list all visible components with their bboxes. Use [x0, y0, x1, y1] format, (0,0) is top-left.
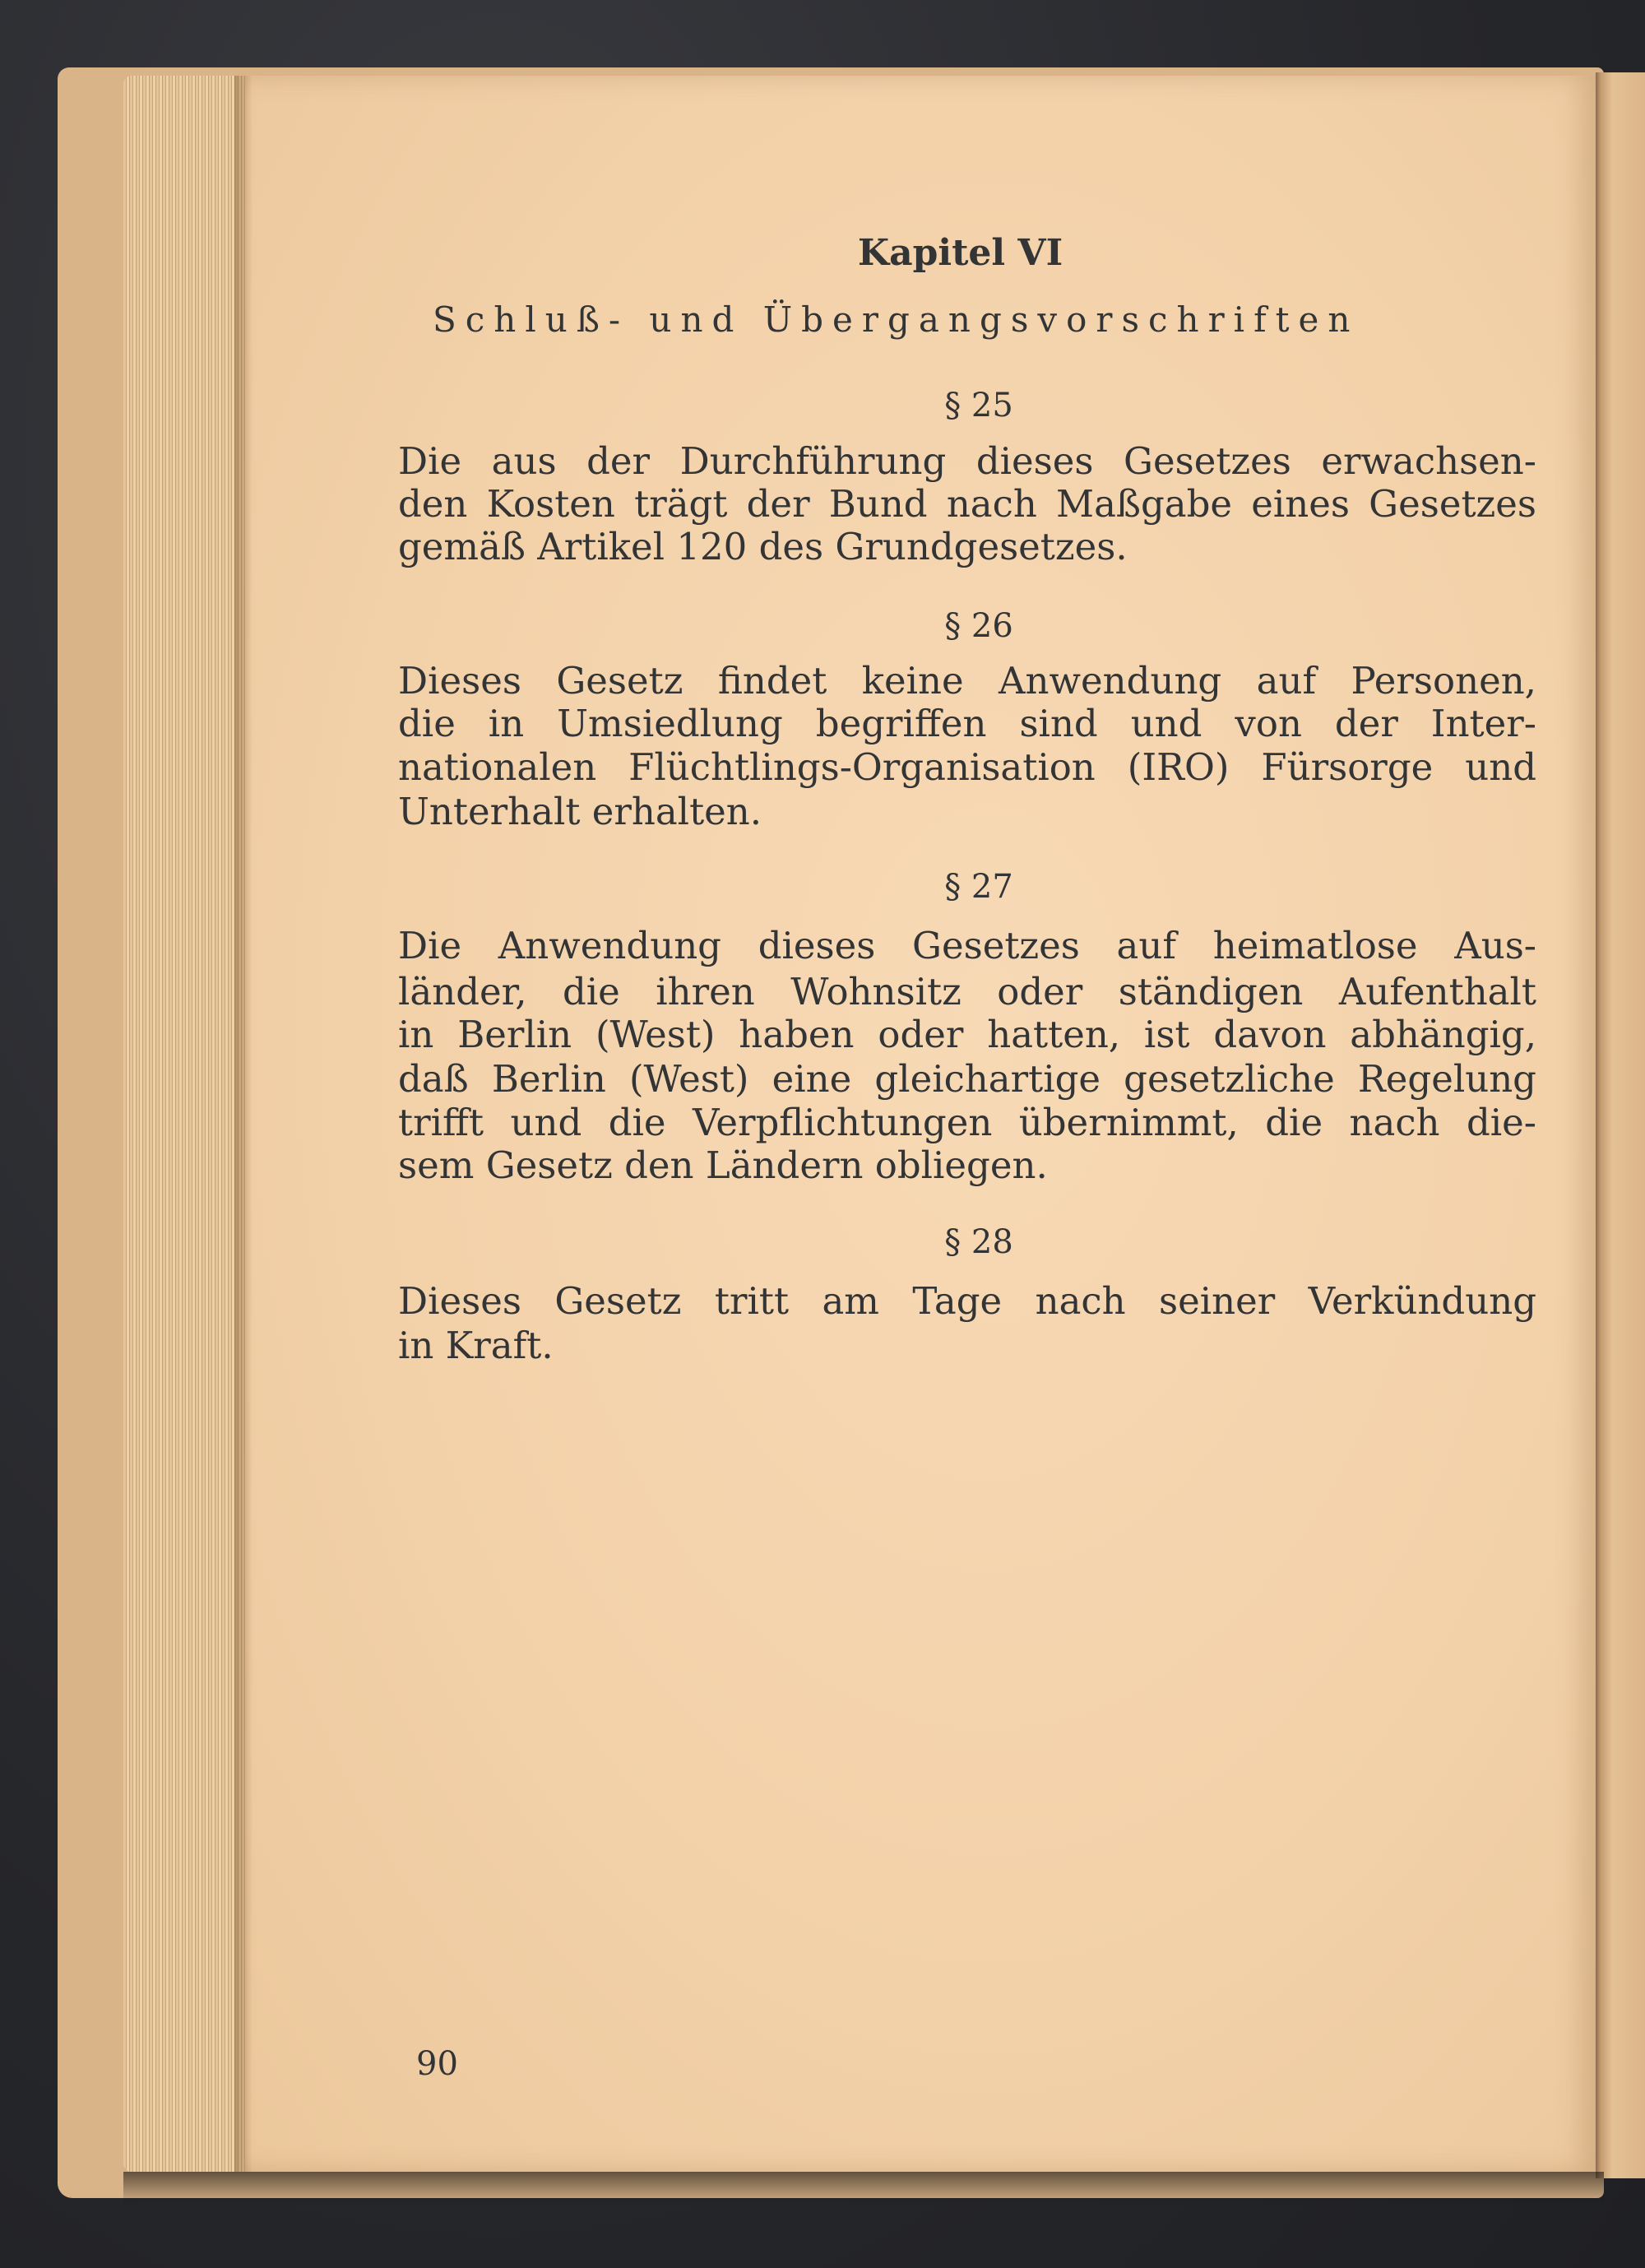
section-27-line-6: sem Gesetz den Ländern obliegen.: [398, 1143, 1048, 1187]
chapter-subtitle: Schluß- und Übergangsvorschriften: [433, 299, 1360, 340]
page-number: 90: [416, 2045, 458, 2083]
section-27-line-1: Die Anwendung dieses Gesetzes auf heimatlose Aus-: [398, 924, 1536, 967]
section-26-line-2: die in Umsiedlung begriffen sind und von der Inter-: [398, 702, 1536, 745]
section-27-line-5: trifft und die Verpflichtungen übernimmt, die nach die-: [398, 1101, 1536, 1144]
chapter-title: Kapitel VI: [857, 232, 1063, 274]
section-27-line-3: in Berlin (West) haben oder hatten, ist davon abhängig,: [398, 1013, 1536, 1056]
section-25-line-1: Die aus der Durchführung dieses Gesetzes erwachsen-: [398, 439, 1536, 483]
section-27-line-4: daß Berlin (West) eine gleichartige gesetzliche Regelung: [398, 1057, 1536, 1101]
section-25-line-3: gemäß Artikel 120 des Grundgesetzes.: [398, 525, 1128, 568]
section-26-line-4: Unterhalt erhalten.: [398, 790, 762, 833]
section-27-line-2: länder, die ihren Wohnsitz oder ständigen Aufenthalt: [398, 970, 1536, 1013]
section-26-line-3: nationalen Flüchtlings-Organisation (IRO) Fürsorge und: [398, 745, 1536, 789]
section-heading-27: § 27: [944, 868, 1013, 906]
section-heading-26: § 26: [944, 607, 1013, 645]
section-25-line-2: den Kosten trägt der Bund nach Maßgabe eines Gesetzes: [398, 482, 1536, 526]
section-26-line-1: Dieses Gesetz findet keine Anwendung auf Personen,: [398, 659, 1536, 703]
section-heading-25: § 25: [944, 387, 1013, 424]
section-28-line-1: Dieses Gesetz tritt am Tage nach seiner Verkündung: [398, 1279, 1536, 1323]
bottom-shadow: [123, 2172, 1604, 2205]
section-28-line-2: in Kraft.: [398, 1324, 554, 1367]
section-heading-28: § 28: [944, 1223, 1013, 1261]
